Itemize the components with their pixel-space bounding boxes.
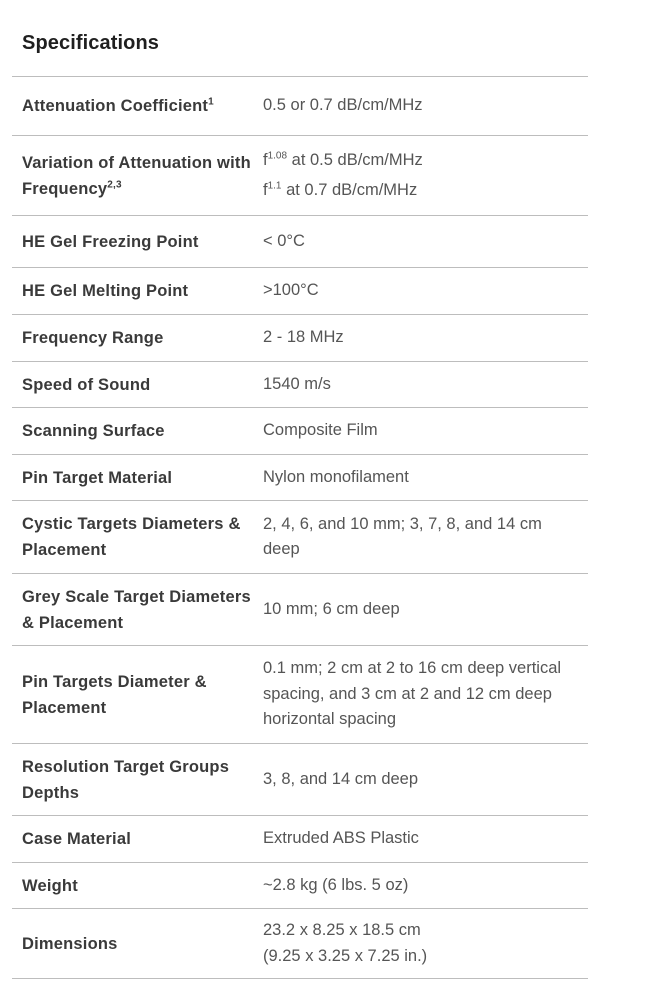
spec-label — [12, 93, 263, 119]
spec-value-line — [263, 944, 580, 970]
spec-row — [12, 136, 588, 216]
spec-label — [12, 278, 263, 304]
spec-value-text: at 0.7 dB/cm/MHz — [281, 181, 418, 199]
spec-value-text: at 0.5 dB/cm/MHz — [287, 150, 423, 169]
spec-label-text: Frequency Range — [22, 329, 164, 347]
spec-label — [12, 826, 263, 852]
spec-label-text: Resolution Target Groups Depths — [22, 757, 230, 802]
spec-value — [263, 873, 588, 899]
spec-value-line — [263, 93, 580, 119]
spec-label — [12, 669, 263, 721]
spec-value — [263, 372, 588, 398]
spec-value-text: 0.1 mm; 2 cm at 2 to 16 cm deep vertical spacing, and 3 cm at 2 and 12 cm deep horizontal spacing — [263, 659, 562, 729]
spec-label — [12, 229, 263, 255]
spec-value-line — [263, 767, 580, 793]
spec-value — [263, 465, 588, 491]
spec-value — [263, 918, 588, 969]
spec-value-text: >100°C — [263, 281, 319, 300]
spec-row — [12, 408, 588, 455]
spec-value-text: 1540 m/s — [263, 374, 331, 393]
spec-label — [12, 372, 263, 398]
spec-row — [12, 77, 588, 136]
spec-value-text: Composite Film — [263, 421, 378, 440]
spec-value-line — [263, 465, 580, 491]
spec-row — [12, 744, 588, 816]
spec-value-line — [263, 918, 580, 944]
spec-label-text: Attenuation Coefficient — [22, 97, 209, 115]
spec-label-text: Scanning Surface — [22, 422, 165, 440]
spec-label — [12, 754, 263, 806]
spec-value — [263, 278, 588, 304]
spec-value — [263, 148, 588, 204]
spec-label-text: Cystic Targets Diameters & Placement — [22, 515, 241, 559]
spec-row — [12, 362, 588, 408]
spec-label — [12, 150, 263, 202]
spec-value-line — [263, 826, 580, 852]
spec-row — [12, 909, 588, 979]
spec-value — [263, 597, 588, 623]
spec-value-text: f — [263, 181, 268, 199]
exponent: 1.08 — [267, 150, 288, 161]
spec-label-text: Variation of Attenuation with Frequency — [22, 153, 251, 198]
spec-row — [12, 455, 588, 501]
spec-value-text: 23.2 x 8.25 x 18.5 cm — [263, 921, 421, 939]
spec-value — [263, 512, 588, 563]
page-title: Specifications — [22, 32, 159, 54]
spec-row — [12, 816, 588, 863]
spec-label-text: Pin Target Material — [22, 468, 173, 487]
spec-value — [263, 325, 588, 351]
spec-value-text: 2, 4, 6, and 10 mm; 3, 7, 8, and 14 cm deep — [263, 514, 542, 558]
spec-row — [12, 268, 588, 315]
spec-value-line — [263, 418, 580, 444]
spec-label-text: Dimensions — [22, 934, 118, 953]
spec-value-line — [263, 229, 580, 255]
spec-label-text: HE Gel Melting Point — [22, 282, 189, 300]
spec-row — [12, 501, 588, 574]
spec-label — [12, 511, 263, 563]
spec-value — [263, 767, 588, 793]
spec-row — [12, 216, 588, 268]
spec-value — [263, 826, 588, 852]
spec-value-text: 10 mm; 6 cm deep — [263, 599, 400, 618]
spec-label — [12, 873, 263, 899]
spec-value-text: f — [263, 150, 268, 169]
spec-label — [12, 584, 263, 636]
footnote-ref: 1 — [208, 96, 214, 108]
spec-value-text: 2 - 18 MHz — [263, 328, 344, 347]
spec-value-text: 0.5 or 0.7 dB/cm/MHz — [263, 96, 423, 115]
spec-value — [263, 229, 588, 255]
spec-label-text: Pin Targets Diameter & Placement — [22, 672, 207, 717]
spec-value-text: < 0°C — [263, 231, 305, 250]
spec-label-text: Grey Scale Target Diameters & Placement — [22, 587, 251, 632]
spec-value — [263, 418, 588, 444]
spec-value-line — [263, 873, 580, 899]
spec-row — [12, 646, 588, 744]
spec-value — [263, 93, 588, 119]
spec-label — [12, 465, 263, 491]
spec-label-text: Weight — [22, 876, 78, 895]
spec-label — [12, 931, 263, 957]
spec-row — [12, 574, 588, 646]
spec-value-line — [263, 178, 580, 204]
spec-value-line — [263, 372, 580, 398]
spec-value-line — [263, 597, 580, 623]
exponent: 1.1 — [267, 180, 282, 192]
specifications-table — [12, 76, 588, 979]
footnote-ref: 2,3 — [107, 179, 122, 190]
spec-value-text: (9.25 x 3.25 x 7.25 in.) — [263, 946, 428, 965]
spec-value-text: 3, 8, and 14 cm deep — [263, 769, 419, 788]
spec-value-line — [263, 148, 580, 174]
spec-label — [12, 325, 263, 351]
spec-value-text: Nylon monofilament — [263, 467, 409, 486]
spec-label-text: HE Gel Freezing Point — [22, 232, 199, 251]
spec-value-text: ~2.8 kg (6 lbs. 5 oz) — [263, 875, 409, 894]
spec-value-line — [263, 278, 580, 304]
spec-label — [12, 418, 263, 444]
spec-label-text: Speed of Sound — [22, 375, 151, 394]
spec-value-line — [263, 325, 580, 351]
spec-label-text: Case Material — [22, 830, 131, 848]
spec-value — [263, 656, 588, 733]
spec-value-line — [263, 656, 580, 733]
spec-row — [12, 863, 588, 909]
spec-row — [12, 315, 588, 362]
spec-value-line — [263, 512, 580, 563]
spec-value-text: Extruded ABS Plastic — [263, 829, 419, 848]
